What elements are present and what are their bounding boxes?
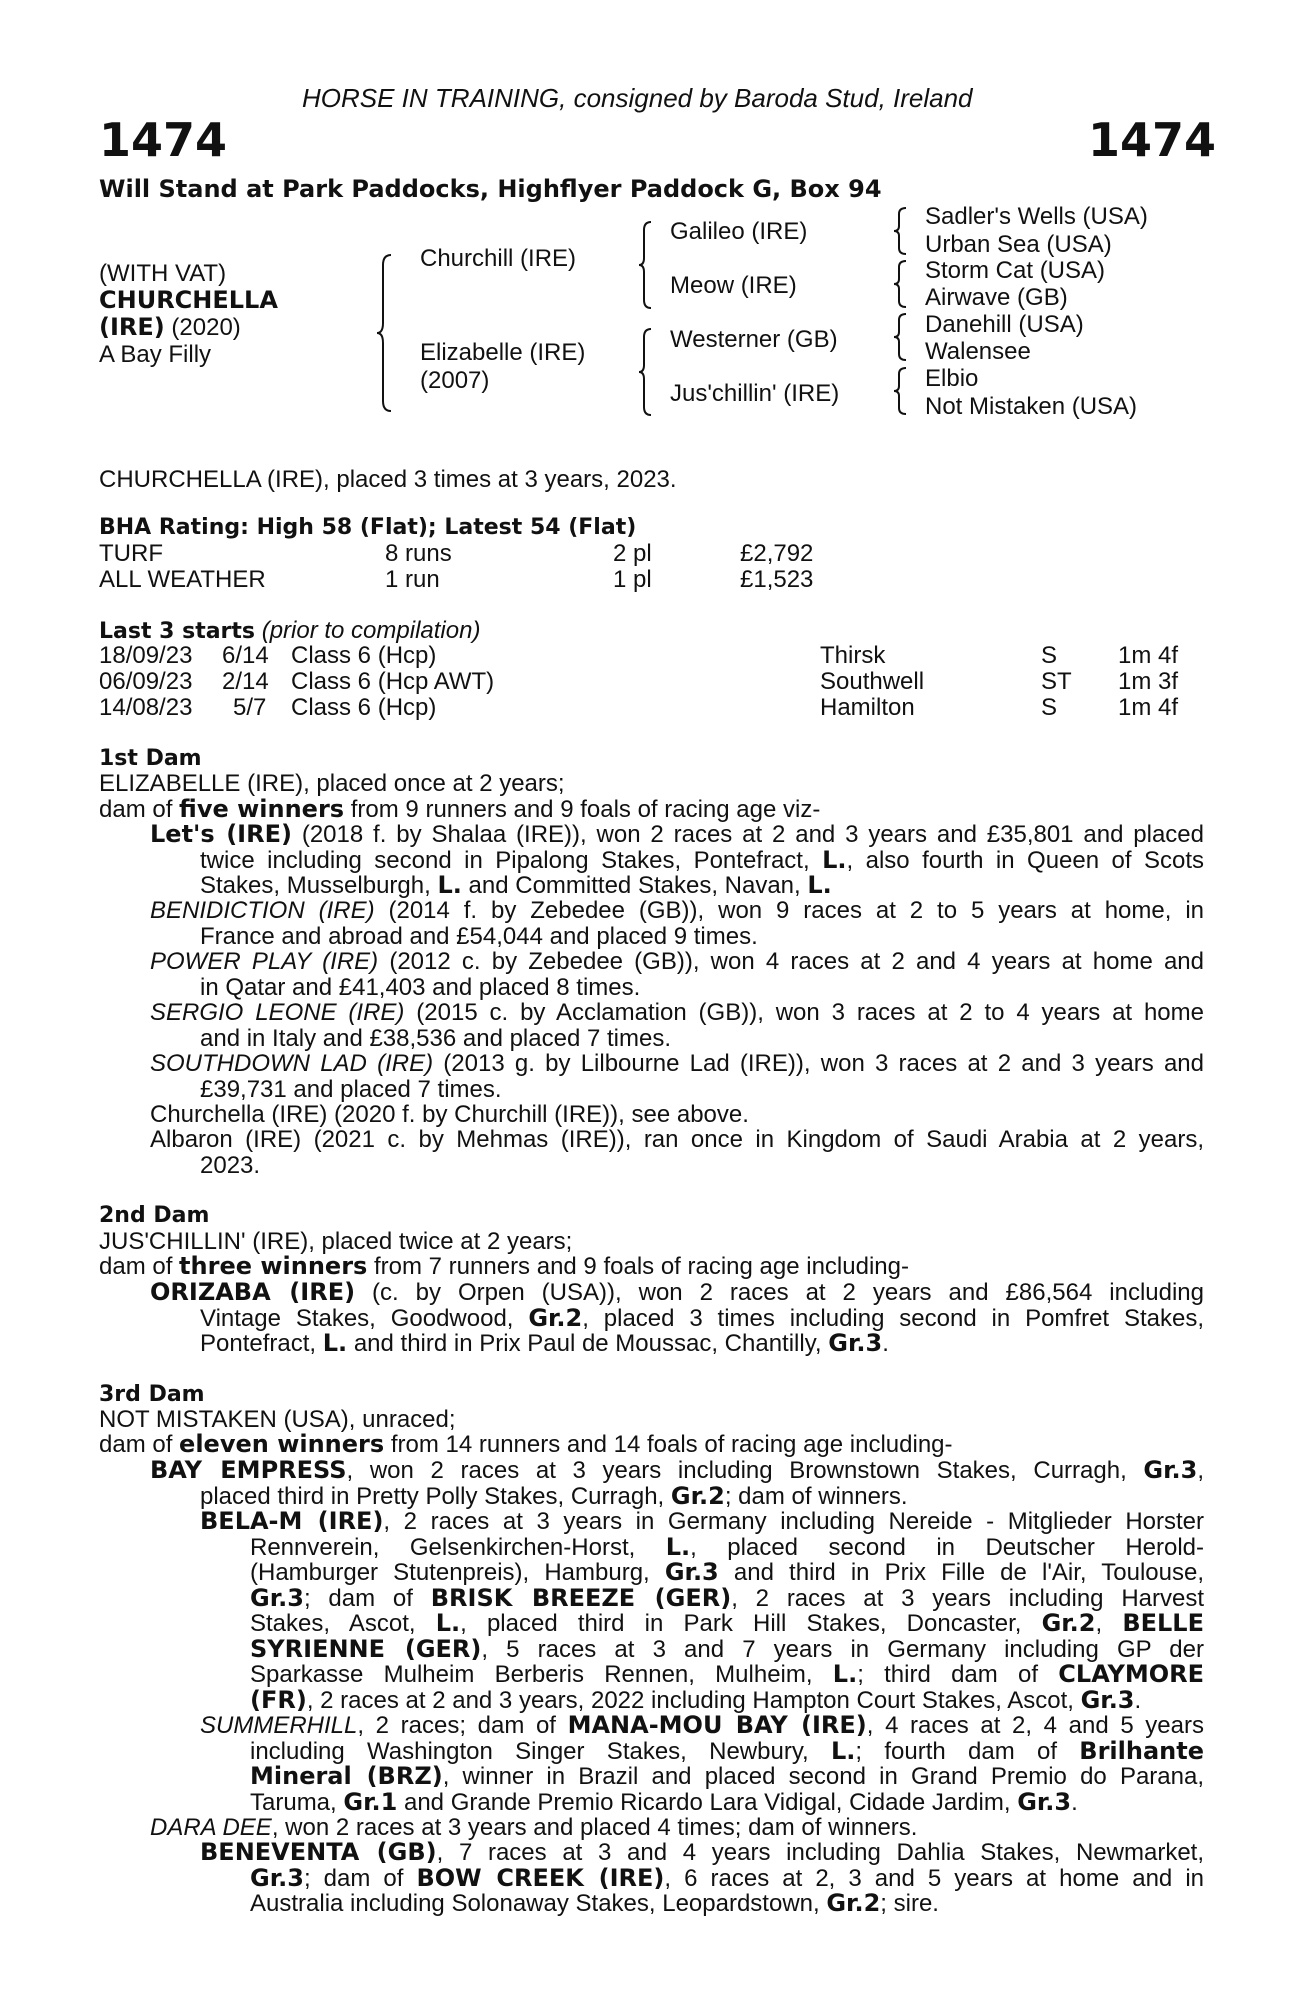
vat-note: (WITH VAT) [99,260,227,287]
second-dam-line1: JUS'CHILLIN' (IRE), placed twice at 2 years; [99,1228,573,1255]
start-date: 06/09/23 [99,668,193,695]
horse-info [99,260,278,368]
progeny-name: MANA-MOU BAY (IRE) [567,1711,867,1739]
pedigree-brace-main [375,253,395,413]
pedigree-dsd: Walensee [925,338,1031,365]
text: Stakes, Musselburgh, [200,872,438,899]
progeny-name: Brilhante [1079,1736,1204,1765]
text: 2023. [200,1151,261,1179]
progeny-name: Mineral (BRZ) [250,1762,443,1790]
grade: Gr.3 [664,1558,719,1586]
text: . [1134,1686,1142,1714]
winner-count: eleven winners [179,1430,385,1458]
text: ; dam of [303,1584,431,1612]
text: , 5 races at 3 and 7 years in Germany including GP der [481,1635,1204,1663]
start-class: Class 6 (Hcp) [291,694,437,721]
rating-prize: £1,523 [740,566,814,593]
last-starts-label: Last 3 starts [99,619,256,644]
grade: L. [435,1609,461,1637]
progeny-name: CLAYMORE [1058,1660,1205,1688]
start-date: 18/09/23 [99,642,193,669]
progeny-albaron [150,1127,1204,1178]
grade: L. [822,845,847,874]
text: , placed third in Park Hill Stakes, Doncaster, [460,1610,1042,1637]
text: , placed second in Deutscher Herold- [690,1533,1205,1561]
text: Albaron (IRE) (2021 c. by Mehmas (IRE)), ran once in Kingdom of Saudi Arabia at 2 years, [150,1126,1204,1153]
start-distance: 1m 4f [1118,694,1179,721]
start-date: 14/08/23 [99,694,193,721]
progeny-benidiction [150,898,1204,949]
progeny-bay-empress [150,1458,1204,1509]
pedigree-brace-ds [892,312,910,362]
grade: L. [807,871,832,899]
grade: Gr.3 [1080,1685,1135,1714]
text: . [882,1330,889,1357]
progeny-name: POWER PLAY (IRE) [150,948,379,975]
text: from 9 runners and 9 foals of racing age viz- [344,796,821,823]
text: and Grande Premio Ricardo Lara Vidigal, Cidade Jardim, [397,1788,1018,1816]
pedigree-ddd: Not Mistaken (USA) [925,393,1138,420]
progeny-beneventa [200,1840,1204,1917]
start-course: Southwell [820,668,925,695]
progeny-name: SUMMERHILL [200,1712,358,1739]
text: , won 2 races at 3 years including Brownstown Stakes, Curragh, [346,1457,1144,1484]
text: Australia including Solonaway Stakes, Leopardstown, [250,1890,827,1917]
rating-surface: TURF [99,540,163,567]
text: placed third in Pretty Polly Stakes, Curragh, [200,1482,671,1510]
pedigree-sire: Churchill (IRE) [420,245,577,272]
text: ; dam of winners. [724,1482,908,1510]
grade: Gr.3 [1017,1787,1072,1816]
rating-surface: ALL WEATHER [99,566,266,593]
text: £39,731 and placed 7 times. [200,1075,502,1103]
start-distance: 1m 4f [1118,642,1179,669]
rating-placed: 2 pl [613,540,652,567]
third-dam-line2 [99,1432,953,1458]
progeny-name: SYRIENNE (GER) [250,1634,482,1663]
text: , 2 races at 2 and 3 years, 2022 including Hampton Court Stakes, Ascot, [306,1686,1081,1714]
pedigree-sire-dam: Meow (IRE) [670,272,797,299]
text: dam of [99,796,180,823]
text: (2013 g. by Lilbourne Lad (IRE)), won 3 races at 2 and 3 years and [433,1050,1205,1077]
progeny-lets [150,822,1204,899]
progeny-name: DARA DEE [150,1814,272,1841]
text: , 7 races at 3 and 4 years including Dahlia Stakes, Newmarket, [436,1839,1204,1866]
progeny-name: SOUTHDOWN LAD (IRE) [150,1050,434,1077]
first-dam-title: 1st Dam [99,746,202,771]
text: , [1197,1457,1204,1484]
start-class: Class 6 (Hcp) [291,642,437,669]
grade: Gr.3 [1143,1456,1198,1484]
progeny-name: BAY EMPRESS [150,1456,347,1484]
start-distance: 1m 3f [1118,668,1179,695]
horse-name: CHURCHELLA [99,286,278,314]
text: (2012 c. by Zebedee (GB)), won 4 races at 2 and 4 years at home and [378,948,1205,975]
pedigree-dam: Elizabelle (IRE) [420,339,586,366]
text: including Washington Singer Stakes, Newbury, [250,1737,831,1765]
second-dam-title: 2nd Dam [99,1203,210,1228]
stand-location: Will Stand at Park Paddocks, Highflyer Paddock G, Box 94 [99,175,882,203]
text: (Hamburger Stutenpreis), Hamburg, [250,1559,665,1586]
third-dam-title: 3rd Dam [99,1382,205,1407]
text: , won 2 races at 3 years and placed 4 times; dam of winners. [271,1814,918,1841]
text: from 7 runners and 9 foals of racing age including- [367,1253,909,1280]
text: (2018 f. by Shalaa (IRE)), won 2 races at 2 and 3 years and £35,801 and placed [291,821,1204,848]
start-position: 6/14 [222,642,269,669]
text: from 14 runners and 14 foals of racing age including- [384,1431,953,1458]
progeny-churchella: Churchella (IRE) (2020 f. by Churchill (IRE)), see above. [150,1101,749,1128]
text: , 6 races at 2, 3 and 5 years at home and in [664,1864,1205,1892]
progeny-name: SERGIO LEONE (IRE) [150,999,405,1026]
pedigree-brace-sd [892,259,910,309]
text: Taruma, [250,1788,344,1816]
consignor-line: HORSE IN TRAINING, consigned by Baroda Stud, Ireland [302,83,973,113]
text: ; fourth dam of [855,1737,1080,1765]
text: dam of [99,1253,180,1280]
text: and third in Prix Fille de l'Air, Toulouse, [718,1559,1205,1586]
progeny-southdown-lad [150,1051,1204,1102]
progeny-name: BELA-M (IRE) [200,1507,384,1535]
text: . [1071,1788,1078,1816]
grade: Gr.3 [828,1329,883,1357]
race-summary: CHURCHELLA (IRE), placed 3 times at 3 years, 2023. [99,466,677,493]
pedigree-dam-sire: Westerner (GB) [670,326,838,353]
text: , 2 races at 3 years in Germany including Nereide - Mitglieder Horster [383,1508,1205,1535]
third-dam-line1: NOT MISTAKEN (USA), unraced; [99,1406,456,1433]
grade: Gr.3 [250,1863,304,1892]
progeny-name: BENEVENTA (GB) [200,1838,437,1866]
progeny-name: ORIZABA (IRE) [150,1278,356,1306]
pedigree-brace-dd [892,366,910,416]
last-starts-note: (prior to compilation) [255,617,481,644]
lot-number-left: 1474 [99,113,228,167]
text: , 2 races; dam of [357,1712,568,1739]
text: Rennverein, Gelsenkirchen-Horst, [250,1533,666,1561]
progeny-name: BENIDICTION (IRE) [150,897,375,924]
pedigree-dds: Elbio [925,365,979,392]
start-surface: ST [1041,668,1072,695]
text: in Qatar and £41,403 and placed 8 times. [200,973,641,1001]
grade: L. [832,1660,858,1688]
bha-rating-title: BHA Rating: High 58 (Flat); Latest 54 (Flat) [99,515,637,540]
start-surface: S [1041,694,1058,721]
text: Stakes, Ascot, [250,1610,436,1637]
progeny-power-play [150,949,1204,1000]
pedigree-sdd: Airwave (GB) [925,284,1068,311]
text: France and abroad and £54,044 and placed 9 times. [200,922,758,950]
grade: Gr.2 [1041,1609,1096,1637]
text: (2014 f. by Zebedee (GB)), won 9 races at 2 to 5 years at home, in [374,897,1204,924]
rating-runs: 8 runs [385,540,452,567]
pedigree-sss: Sadler's Wells (USA) [925,203,1148,230]
progeny-orizaba [150,1280,1204,1357]
progeny-summerhill [200,1713,1204,1815]
rating-placed: 1 pl [613,566,652,593]
winner-count: three winners [179,1252,368,1280]
text: and third in Prix Paul de Moussac, Chantilly, [347,1330,829,1357]
progeny-name: BOW CREEK (IRE) [416,1863,665,1892]
pedigree-dam-dam: Jus'chillin' (IRE) [670,380,840,407]
grade: Gr.3 [250,1583,304,1612]
second-dam-line2 [99,1254,909,1280]
pedigree-brace-ss [892,206,910,256]
pedigree-ssd: Urban Sea (USA) [925,231,1112,258]
text: dam of [99,1431,180,1458]
grade: L. [322,1329,348,1357]
horse-country: (IRE) [99,313,165,341]
pedigree-sds: Storm Cat (USA) [925,257,1106,284]
text: , placed 3 times including second in Pomfret Stakes, [582,1304,1204,1332]
text: ; dam of [303,1864,417,1892]
text: Vintage Stakes, Goodwood, [200,1304,529,1332]
start-course: Hamilton [820,694,915,721]
first-dam-line1: ELIZABELLE (IRE), placed once at 2 years; [99,770,565,797]
text: twice including second in Pipalong Stakes, Pontefract, [200,846,823,874]
text: ; sire. [880,1890,939,1917]
grade: Gr.2 [826,1889,881,1917]
progeny-name: BRISK BREEZE (GER) [430,1583,732,1612]
text: , 2 races at 3 years including Harvest [731,1584,1205,1612]
pedigree-dss: Danehill (USA) [925,311,1084,338]
progeny-name: BELLE [1122,1609,1204,1637]
progeny-name: Let's (IRE) [150,820,292,848]
text: and in Italy and £38,536 and placed 7 times. [200,1024,671,1052]
grade: L. [437,871,462,899]
horse-year: (2020) [164,314,241,341]
progeny-name: (FR) [250,1685,307,1714]
text: and Committed Stakes, Navan, [461,872,808,899]
text: , [1095,1610,1123,1637]
start-position: 5/7 [233,694,267,721]
text: ; third dam of [857,1661,1059,1688]
text: (2015 c. by Acclamation (GB)), won 3 races at 2 to 4 years at home [404,999,1204,1026]
last-starts-title [99,618,480,645]
pedigree-brace-dam [637,327,655,417]
grade: Gr.2 [528,1303,583,1332]
progeny-dara-dee [150,1815,917,1841]
grade: L. [831,1736,856,1765]
text: , also fourth in Queen of Scots [846,846,1205,874]
pedigree-dam-year: (2007) [420,367,490,394]
start-surface: S [1041,642,1058,669]
lot-number-right: 1474 [1088,113,1217,167]
start-course: Thirsk [820,642,886,669]
text: (c. by Orpen (USA)), won 2 races at 2 years and £86,564 including [355,1279,1204,1306]
rating-prize: £2,792 [740,540,814,567]
grade: L. [665,1532,691,1561]
first-dam-line2 [99,797,820,823]
horse-description: A Bay Filly [99,341,212,368]
grade: Gr.1 [343,1787,398,1816]
text: , 4 races at 2, 4 and 5 years [866,1712,1204,1739]
winner-count: five winners [179,795,345,823]
grade: Gr.2 [670,1481,725,1510]
text: Pontefract, [200,1330,323,1357]
pedigree-brace-sire [637,220,655,310]
progeny-bela-m [200,1509,1204,1713]
rating-runs: 1 run [385,566,440,593]
start-position: 2/14 [222,668,269,695]
text: Sparkasse Mulheim Berberis Rennen, Mulheim, [250,1661,833,1688]
pedigree-sire-sire: Galileo (IRE) [670,218,808,245]
text: , winner in Brazil and placed second in Grand Premio do Parana, [442,1763,1205,1790]
progeny-sergio-leone [150,1000,1204,1051]
start-class: Class 6 (Hcp AWT) [291,668,495,695]
